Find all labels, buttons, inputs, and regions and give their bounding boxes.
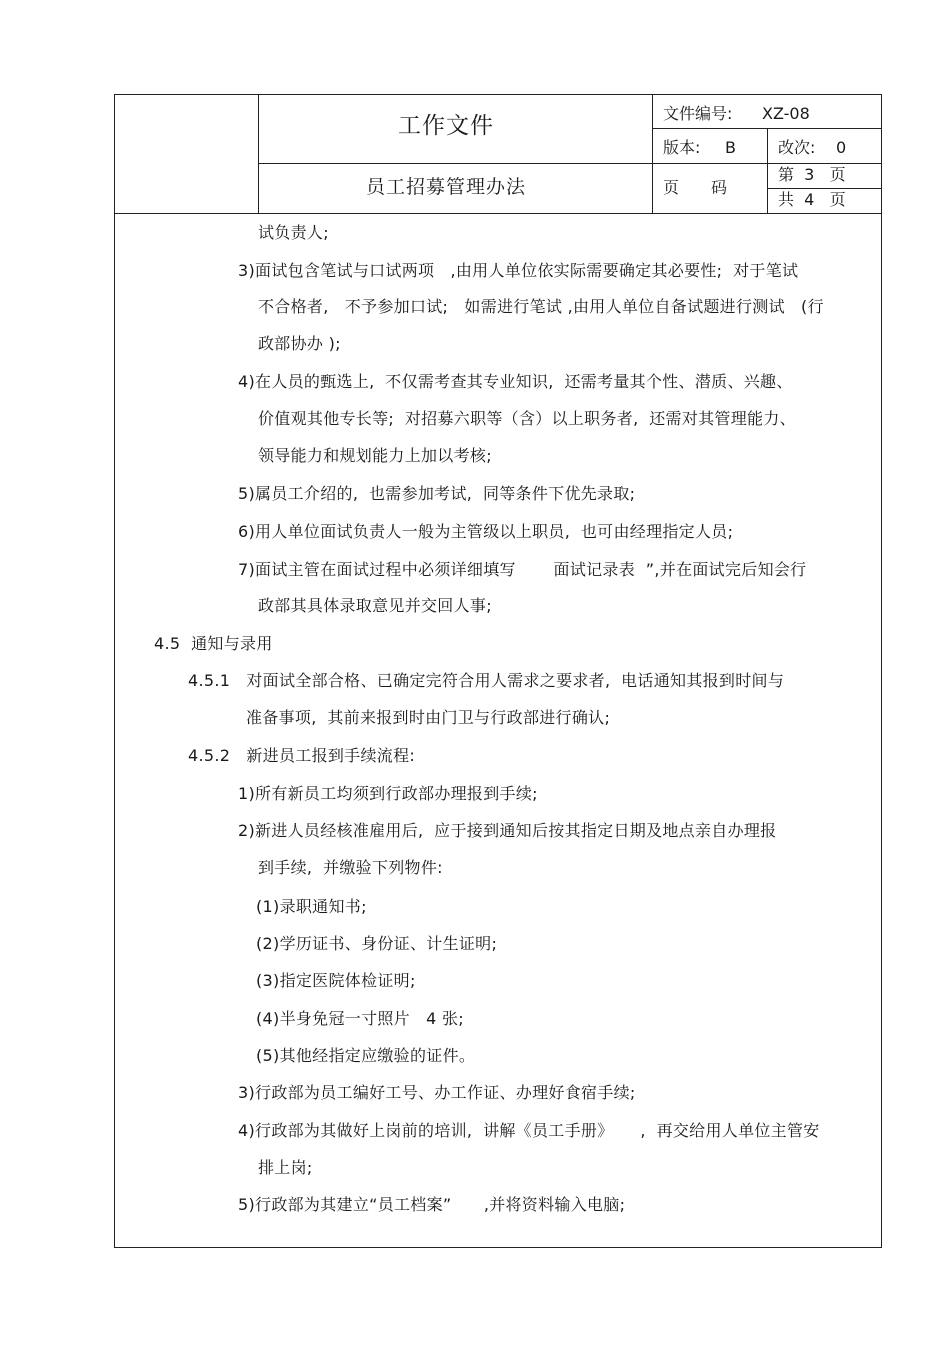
list-item: (4)半身免冠一寸照片 4 张;	[256, 1009, 464, 1028]
body-line: 领导能力和规划能力上加以考核;	[258, 446, 492, 465]
revision-label: 改次:	[778, 138, 816, 157]
revision-value: 0	[836, 138, 847, 157]
list-item: (2)学历证书、身份证、计生证明;	[256, 934, 498, 953]
header-meta-divider	[652, 94, 653, 214]
body-line: 准备事项, 其前来报到时由门卫与行政部进行确认;	[246, 708, 611, 727]
header-title-rule	[258, 163, 882, 164]
body-line: 政部协办 );	[258, 334, 341, 353]
doc-type: 工作文件	[398, 113, 494, 139]
doc-no-value: XZ-08	[762, 104, 810, 123]
subsection-heading: 4.5.1 对面试全部合格、已确定完符合用人需求之要求者, 电话通知其报到时间与	[188, 671, 785, 690]
body-line: 价值观其他专长等; 对招募六职等（含）以上职务者, 还需对其管理能力、	[258, 409, 796, 428]
body-line: 排上岗;	[258, 1158, 313, 1177]
page-label: 页 码	[663, 178, 728, 197]
list-item: (3)指定医院体检证明;	[256, 971, 416, 990]
body-line: 不合格者, 不予参加口试; 如需进行笔试 ,由用人单位自备试题进行测试 (行	[258, 297, 824, 316]
body-line: 4)在人员的甄选上, 不仅需考查其专业知识, 还需考量其个性、潜质、兴趣、	[238, 372, 793, 391]
body-line: 5)行政部为其建立“员工档案” ,并将资料输入电脑;	[238, 1195, 626, 1214]
header-page-split-rule	[767, 188, 882, 189]
header-docno-rule	[652, 128, 882, 129]
body-line: 6)用人单位面试负责人一般为主管级以上职员, 也可由经理指定人员;	[238, 522, 734, 541]
body-line: 5)属员工介绍的, 也需参加考试, 同等条件下优先录取;	[238, 484, 636, 503]
header-revision-divider	[767, 128, 768, 214]
body-line: 到手续, 并缴验下列物件:	[258, 858, 443, 877]
header-logo-divider	[258, 94, 259, 214]
body-line: 政部其具体录取意见并交回人事;	[258, 596, 492, 615]
body-line: 3)行政部为员工编好工号、办工作证、办理好食宿手续;	[238, 1083, 636, 1102]
page-total: 共 4 页	[778, 190, 846, 209]
doc-title: 员工招募管理办法	[366, 176, 527, 198]
body-line: 试负责人;	[258, 223, 329, 242]
version-label: 版本:	[663, 138, 701, 157]
doc-no-label: 文件编号:	[663, 104, 733, 123]
body-line: 7)面试主管在面试过程中必须详细填写 面试记录表 ”,并在面试完后知会行	[238, 560, 807, 579]
list-item: (5)其他经指定应缴验的证件。	[256, 1046, 476, 1065]
body-line: 2)新进人员经核准雇用后, 应于接到通知后按其指定日期及地点亲自办理报	[238, 821, 777, 840]
section-heading: 4.5 通知与录用	[154, 634, 273, 653]
body-line: 3)面试包含笔试与口试两项 ,由用人单位依实际需要确定其必要性; 对于笔试	[238, 261, 799, 280]
list-item: (1)录职通知书;	[256, 897, 367, 916]
body-line: 1)所有新员工均须到行政部办理报到手续;	[238, 784, 538, 803]
body-line: 4)行政部为其做好上岗前的培训, 讲解《员工手册》 , 再交给用人单位主管安	[238, 1121, 820, 1140]
version-value: B	[725, 138, 736, 157]
subsection-heading: 4.5.2 新进员工报到手续流程:	[188, 746, 416, 765]
page-current: 第 3 页	[778, 165, 846, 184]
